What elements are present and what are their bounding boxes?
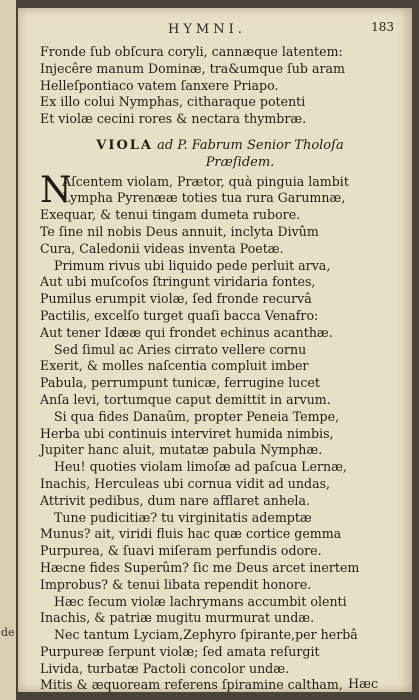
verse-line: Aſcentem violam, Prætor, quà pinguia lambit	[62, 173, 349, 189]
verse-line: Hæc ſecum violæ lachrymans accumbit olenti	[54, 593, 347, 609]
verse-line: Jupiter hanc aluit, mutatæ pabula Nymphæ.	[40, 442, 323, 458]
verse-line: Purpureæ ſerpunt violæ; ſed amata reſurgit	[40, 643, 320, 659]
poem-opening	[40, 169, 400, 211]
verse-line: Herba ubi continuis interviret humida nimbis,	[40, 425, 334, 441]
verse-line: Improbus? & tenui libata rependit honore.	[40, 576, 312, 592]
drop-cap: N	[40, 169, 72, 211]
poem-title-line	[40, 138, 400, 155]
verse-line: Primum rivus ubi liquido pede perluit arva,	[54, 257, 331, 273]
verse-line: Helleſpontiaco vatem ſanxere Priapo.	[40, 77, 279, 93]
verse-line: Inachis, & patriæ mugitu murmurat undæ.	[40, 610, 315, 626]
poem-body	[40, 207, 400, 694]
verse-line: Exequar, & tenui tingam dumeta rubore.	[40, 207, 301, 223]
verse-line: Anſa levi, tortumque caput demittit in arvum.	[40, 391, 331, 407]
stanza-block	[40, 44, 400, 128]
verse-line: Munus? ait, viridi fluis hac quæ cortice gemma	[40, 526, 342, 542]
adjacent-page-edge	[0, 0, 16, 700]
verse-line: Injecêre manum Dominæ, tra&umque ſub aram	[40, 60, 345, 76]
book-page	[18, 8, 412, 692]
verse-line: Tune pudicitiæ? tu virginitatis ademptæ	[54, 509, 312, 525]
verse-line: Pabula, perrumpunt tunicæ, ferrugine lucet	[40, 375, 320, 391]
verse-line: Lympha Pyrenææ toties tua rura Garumnæ,	[62, 190, 346, 206]
verse-line: Aut tener Idææ qui frondet echinus acanthæ.	[40, 324, 333, 340]
poem-title-sub: Præſidem.	[205, 154, 275, 170]
page-header	[18, 18, 412, 38]
verse-line: Sed ſimul ac Aries cirrato vellere cornu	[54, 341, 307, 357]
verse-line: Mitis & æquoream referens ſpiramine caltham,	[40, 677, 343, 693]
verse-line: Te ſine nil nobis Deus annuit, inclyta Divûm	[40, 223, 319, 239]
verse-line: Hæcne fides Superûm? ſic me Deus arcet inertem	[40, 559, 360, 575]
verse-line: Aut ubi muſcoſos ſtringunt viridaria fontes,	[40, 274, 316, 290]
poem-title-dedication: ad P. Fabrum Senior Tholoſa	[153, 137, 344, 153]
verse-line: Purpurea, & ſuavi miſeram perfundis odore.	[40, 543, 322, 559]
page-number: 183	[371, 20, 394, 34]
verse-line: Et violæ cecini rores & nectara thymbræ.	[40, 111, 307, 127]
verse-line: Exerit, & molles naſcentia compluit imber	[40, 358, 309, 374]
adjacent-page-fragment: de	[1, 626, 15, 639]
verse-line: Ex illo colui Nymphas, citharaque potenti	[40, 94, 306, 110]
verse-line: Pactilis, excelſo turget quaſi bacca Venafro:	[40, 307, 319, 323]
catchword: Hæc	[348, 676, 378, 691]
page-text	[40, 44, 400, 694]
poem-title-lead: VIOLA	[96, 137, 153, 153]
verse-line: Inachis, Herculeas ubi cornua vidit ad undas,	[40, 475, 331, 491]
verse-line: Si qua fides Danaûm, propter Peneia Tempe,	[54, 408, 340, 424]
verse-line: Fronde ſub obſcura coryli, cannæque latentem:	[40, 44, 343, 59]
verse-line: Pumilus erumpit violæ, ſed fronde recurvâ	[40, 291, 312, 307]
running-head: HYMNI.	[168, 22, 246, 37]
verse-line: Attrivit pedibus, dum nare afflaret anhela.	[40, 492, 310, 508]
verse-line: Livida, turbatæ Pactoli concolor undæ.	[40, 660, 290, 676]
verse-line: Nec tantum Lyciam,Zephyro ſpirante,per herbâ	[54, 627, 358, 643]
verse-line: Cura, Caledonii videas inventa Poetæ.	[40, 240, 284, 256]
verse-line: Heu! quoties violam limoſæ ad paſcua Lernæ,	[54, 459, 347, 475]
poem-title	[40, 138, 400, 172]
